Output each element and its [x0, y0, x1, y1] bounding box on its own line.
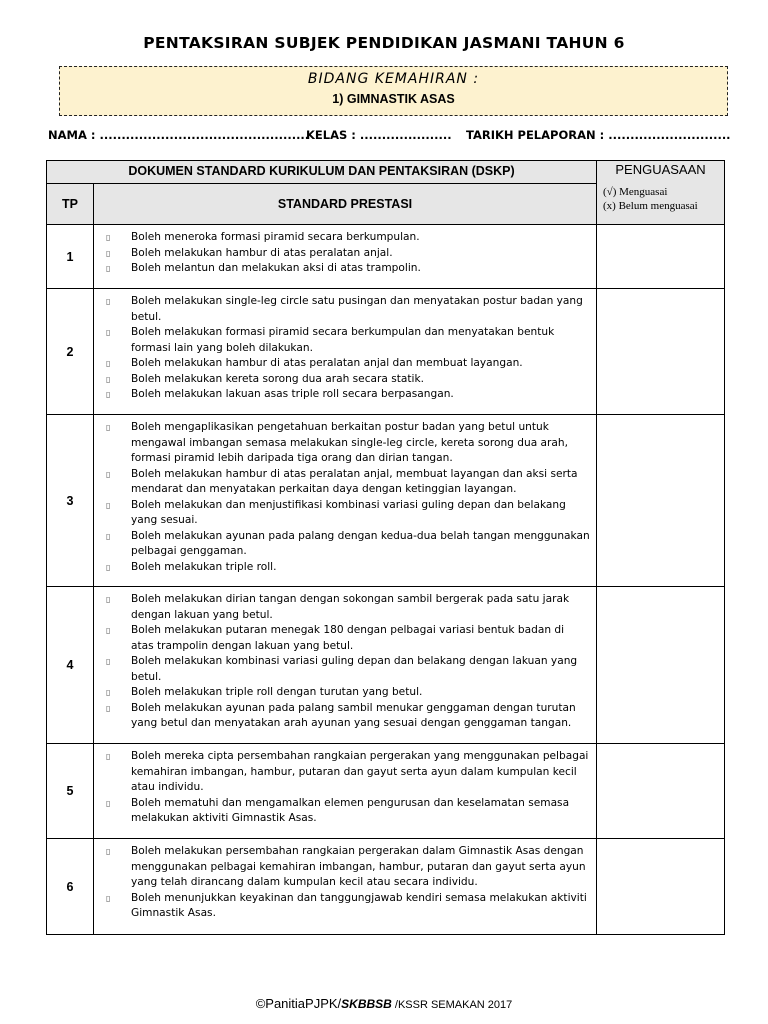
list-item	[104, 387, 590, 403]
bullet-icon: ▯	[106, 562, 111, 572]
penguasaan-cell[interactable]	[597, 289, 725, 415]
list-item	[104, 420, 590, 467]
bullet-icon: ▯	[106, 657, 111, 666]
bullet-icon: ▯	[106, 233, 111, 242]
penguasaan-cell[interactable]	[597, 839, 725, 935]
list-item	[104, 701, 590, 732]
item-text: Boleh melakukan dirian tangan dengan sokongan sambil bergerak pada satu jarak dengan lakuan yang betul.	[131, 593, 570, 621]
bullet-icon: ▯	[106, 531, 111, 541]
item-text: Boleh melakukan ayunan pada palang dengan kedua-dua belah tangan menggunakan pelbagai genggaman.	[131, 529, 590, 557]
item-text: Boleh mematuhi dan mengamalkan elemen pengurusan dan keselamatan semasa melakukan aktiviti Gimnastik Asas.	[131, 796, 570, 824]
item-text: Boleh melantun dan melakukan aksi di atas trampolin.	[131, 262, 421, 274]
bullet-icon: ▯	[106, 798, 111, 808]
standard-prestasi-cell	[94, 225, 597, 289]
legend-belum-menguasai: (x) Belum menguasai	[603, 200, 698, 212]
bullet-icon: ▯	[106, 893, 111, 903]
table-row	[47, 225, 725, 289]
item-text: Boleh melakukan lakuan asas triple roll secara berpasangan.	[131, 388, 454, 400]
item-text: Boleh melakukan putaran menegak 180 dengan pelbagai variasi bentuk badan di atas trampolin dengan lakuan yang betul.	[131, 624, 565, 652]
bidang-box	[59, 66, 728, 116]
penguasaan-cell[interactable]	[597, 415, 725, 587]
bullet-icon: ▯	[106, 374, 111, 384]
list-item	[104, 592, 590, 623]
bullet-icon: ▯	[106, 626, 111, 635]
bullet-icon: ▯	[106, 469, 111, 479]
tp-cell: 1	[47, 225, 94, 289]
standard-prestasi-cell	[94, 744, 597, 839]
penguasaan-cell[interactable]	[597, 744, 725, 839]
item-text: Boleh melakukan hambur di atas peralatan anjal, membuat layangan dan aksi serta mendarat dan menyatakan perkaitan daya dengan ketinggian layangan.	[131, 467, 578, 495]
penguasaan-title: PENGUASAAN	[615, 162, 706, 177]
standard-prestasi-cell	[94, 839, 597, 935]
tp-cell: 4	[47, 587, 94, 744]
tp-cell: 5	[47, 744, 94, 839]
list-item	[104, 325, 590, 356]
table-row	[47, 415, 725, 587]
bullet-icon: ▯	[106, 688, 111, 697]
list-item	[104, 498, 590, 529]
list-item	[104, 294, 590, 325]
table-row	[47, 289, 725, 415]
bullet-icon: ▯	[106, 328, 111, 337]
table-row	[47, 587, 725, 744]
penguasaan-cell[interactable]	[597, 225, 725, 289]
tp-cell: 2	[47, 289, 94, 415]
item-text: Boleh melakukan triple roll dengan turutan yang betul.	[131, 686, 423, 698]
list-item	[104, 246, 590, 262]
bidang-value: 1) GIMNASTIK ASAS	[332, 92, 455, 106]
bullet-icon: ▯	[106, 847, 111, 856]
standard-prestasi-cell	[94, 415, 597, 587]
dskp-table	[46, 160, 725, 935]
list-item	[104, 623, 590, 654]
list-item	[104, 529, 590, 560]
item-text: Boleh melakukan persembahan rangkaian pergerakan dalam Gimnastik Asas dengan menggunakan pelbagai kemahiran imbangan, hambur, putaran dan gayut serta ayun yang telah dirancang dalam kumpulan kecil atau secara individu.	[131, 845, 586, 888]
list-item	[104, 467, 590, 498]
list-item	[104, 654, 590, 685]
footer	[0, 996, 768, 1012]
bullet-icon: ▯	[106, 359, 111, 368]
tp-cell: 6	[47, 839, 94, 935]
item-text: Boleh mereka cipta persembahan rangkaian pergerakan yang menggunakan pelbagai kemahiran imbangan, hambur, putaran dan gayut serta ayun dalam kumpulan kecil atau individu.	[131, 750, 589, 793]
item-text: Boleh mengaplikasikan pengetahuan berkaitan postur badan yang betul untuk mengawal imbangan semasa melakukan single-leg circle, kereta sorong dua arah, formasi piramid lebih daripada tiga orang dan dirian tangan.	[131, 421, 568, 464]
list-item	[104, 749, 590, 796]
item-text: Boleh meneroka formasi piramid secara berkumpulan.	[131, 231, 420, 243]
item-text: Boleh melakukan formasi piramid secara berkumpulan dan menyatakan bentuk formasi lain yang boleh dilakukan.	[131, 326, 555, 354]
list-item	[104, 891, 590, 922]
item-text: Boleh melakukan hambur di atas peralatan anjal.	[131, 246, 393, 259]
item-text: Boleh melakukan triple roll.	[131, 560, 277, 573]
table-row	[47, 839, 725, 935]
tarikh-field[interactable]: TARIKH PELAPORAN : ............................	[466, 128, 731, 142]
penguasaan-header	[597, 161, 725, 225]
list-item	[104, 230, 590, 246]
list-item	[104, 685, 590, 701]
list-item	[104, 356, 590, 372]
item-text: Boleh melakukan hambur di atas peralatan anjal dan membuat layangan.	[131, 357, 523, 369]
footer-school: SKBBSB	[341, 997, 392, 1011]
col-tp-header: TP	[47, 184, 94, 225]
footer-copyright: ©PanitiaPJPK/	[255, 996, 342, 1011]
kelas-field[interactable]: KELAS : .....................	[306, 128, 452, 142]
footer-kssr: /KSSR SEMAKAN 2017	[391, 999, 513, 1011]
bidang-label: BIDANG KEMAHIRAN :	[307, 71, 480, 87]
bullet-icon: ▯	[106, 423, 111, 432]
bullet-icon: ▯	[106, 297, 111, 306]
nama-field[interactable]: NAMA : ................................................	[48, 128, 310, 142]
standard-prestasi-cell	[94, 289, 597, 415]
item-text: Boleh menunjukkan keyakinan dan tanggungjawab kendiri semasa melakukan aktiviti Gimnastik Asas.	[131, 891, 587, 919]
penguasaan-cell[interactable]	[597, 587, 725, 744]
bullet-icon: ▯	[106, 703, 111, 713]
list-item	[104, 372, 590, 388]
list-item	[104, 796, 590, 827]
standard-prestasi-cell	[94, 587, 597, 744]
list-item	[104, 261, 590, 277]
legend-menguasai: (√) Menguasai	[603, 186, 668, 198]
bullet-icon: ▯	[106, 500, 111, 510]
dskp-header: DOKUMEN STANDARD KURIKULUM DAN PENTAKSIRAN (DSKP)	[47, 161, 597, 184]
item-text: Boleh melakukan kombinasi variasi guling depan dan belakang dengan lakuan yang betul.	[131, 655, 578, 683]
item-text: Boleh melakukan dan menjustifikasi kombinasi variasi guling depan dan belakang yang sesuai.	[131, 498, 566, 526]
list-item	[104, 844, 590, 891]
bullet-icon: ▯	[106, 595, 111, 604]
tp-cell: 3	[47, 415, 94, 587]
page-title: PENTAKSIRAN SUBJEK PENDIDIKAN JASMANI TAHUN 6	[143, 34, 625, 52]
item-text: Boleh melakukan ayunan pada palang sambil menukar genggaman dengan turutan yang betul dan menyatakan arah ayunan yang sesuai dengan genggaman tangan.	[131, 701, 576, 729]
bullet-icon: ▯	[106, 248, 111, 258]
list-item	[104, 560, 590, 576]
item-text: Boleh melakukan kereta sorong dua arah secara statik.	[131, 372, 424, 385]
col-sp-header: STANDARD PRESTASI	[94, 184, 597, 225]
bullet-icon: ▯	[106, 264, 111, 273]
table-row	[47, 744, 725, 839]
item-text: Boleh melakukan single-leg circle satu pusingan dan menyatakan postur badan yang betul.	[131, 295, 583, 323]
bullet-icon: ▯	[106, 390, 111, 399]
bullet-icon: ▯	[106, 752, 111, 761]
